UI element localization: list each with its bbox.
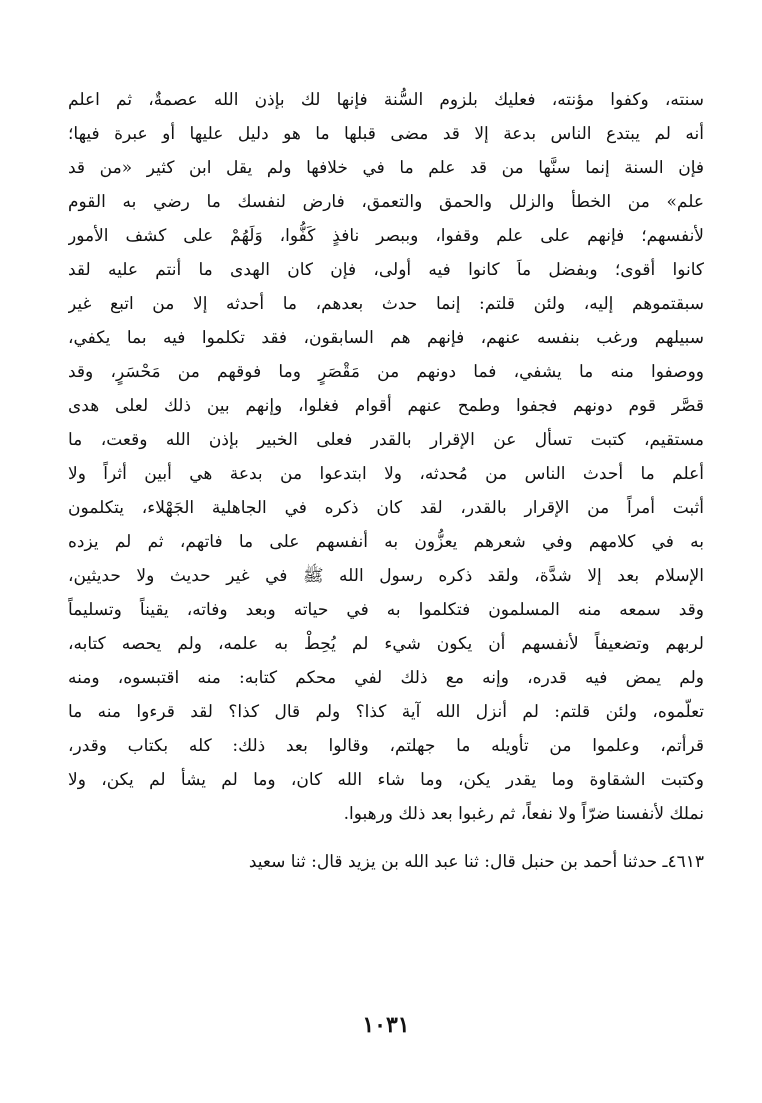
paragraph-line: أعلم ما أحدث الناس من مُحدثه، ولا ابتدعوا من بدعة هي أبين أثراً ولا [68,464,704,484]
paragraph-line: علم» من الخطأ والزلل والحمق والتعمق، فارض لنفسك ما رضي به القوم [68,192,704,212]
paragraph-line: الإسلام بعد إلا شدَّة، ولقد ذكره رسول الله ﷺ في غير حديث ولا حديثين، [68,566,704,586]
paragraph-line: سنته، وكفوا مؤنته، فعليك بلزوم السُّنة فإنها لك بإذن الله عصمةٌ، ثم اعلم [68,90,704,110]
paragraph-line: فإن السنة إنما سنَّها من قد علم ما في خلافها ولم يقل ابن كثير «من قد [68,158,704,178]
paragraph-line: قصَّر قوم دونهم فجفوا وطمح عنهم أقوام فغلوا، وإنهم بين ذلك لعلى هدى [68,396,704,416]
paragraph-line: وكتبت الشقاوة وما يقدر يكن، وما شاء الله كان، وما لم يشأ لم يكن، ولا [68,770,704,790]
paragraph-line: مستقيم، كتبت تسأل عن الإقرار بالقدر فعلى الخبير بإذن الله وقعت، ما [68,430,704,450]
paragraph-line: لأنفسهم؛ فإنهم على علم وقفوا، وببصر نافذٍ كَفُّوا، وَلَهُمْ على كشف الأمور [68,226,704,246]
paragraph-line: ووصفوا منه ما يشفي، فما دونهم من مَقْصَرٍ وما فوقهم من مَحْسَرٍ، وقد [68,362,704,382]
paragraph-line: أنه لم يبتدع الناس بدعة إلا قد مضى قبلها ما هو دليل عليها أو عبرة فيها؛ [68,124,704,144]
paragraph-line: أثبت أمراً من الإقرار بالقدر، لقد كان ذكره في الجاهلية الجَهْلاء، يتكلمون [68,498,704,518]
paragraph-line: به في كلامهم وفي شعرهم يعزُّون به أنفسهم على ما فاتهم، ثم لم يزده [68,532,704,552]
paragraph-line: نملك لأنفسنا ضرّاً ولا نفعاً، ثم رغبوا بعد ذلك ورهبوا. [343,804,704,824]
paragraph-line: كانوا أقوى؛ وبفضل ماَ كانوا فيه أولى، فإن كان الهدى ما أنتم عليه لقد [68,260,704,280]
paragraph-line: قرأتم، وعلموا من تأويله ما جهلتم، وقالوا بعد ذلك: كله بكتاب وقدر، [68,736,704,756]
hadith-start-line: ٤٦١٣ـ حدثنا أحمد بن حنبل قال: ثنا عبد الله بن يزيد قال: ثنا سعيد [248,852,704,872]
paragraph-line: سبقتموهم إليه، ولئن قلتم: إنما حدث بعدهم، ما أحدثه إلا من اتبع غير [68,294,704,314]
paragraph-line: وقد سمعه منه المسلمون فتكلموا به في حياته وبعد وفاته، يقيناً وتسليماً [68,600,704,620]
paragraph-line: لربهم وتضعيفاً لأنفسهم أن يكون شيء لم يُحِطْ به علمه، ولم يحصه كتابه، [68,634,704,654]
page-number: ١٠٣١ [362,1012,410,1038]
paragraph-line: سبيلهم ورغب بنفسه عنهم، فإنهم هم السابقون، فقد تكلموا فيه بما يكفي، [68,328,704,348]
paragraph-line: ولم يمض فيه قدره، وإنه مع ذلك لفي محكم كتابه: منه اقتبسوه، ومنه [68,668,704,688]
page [68,0,704,1103]
paragraph-line: تعلّموه، ولئن قلتم: لم أنزل الله آية كذا؟ ولم قال كذا؟ لقد قرءوا منه ما [68,702,704,722]
